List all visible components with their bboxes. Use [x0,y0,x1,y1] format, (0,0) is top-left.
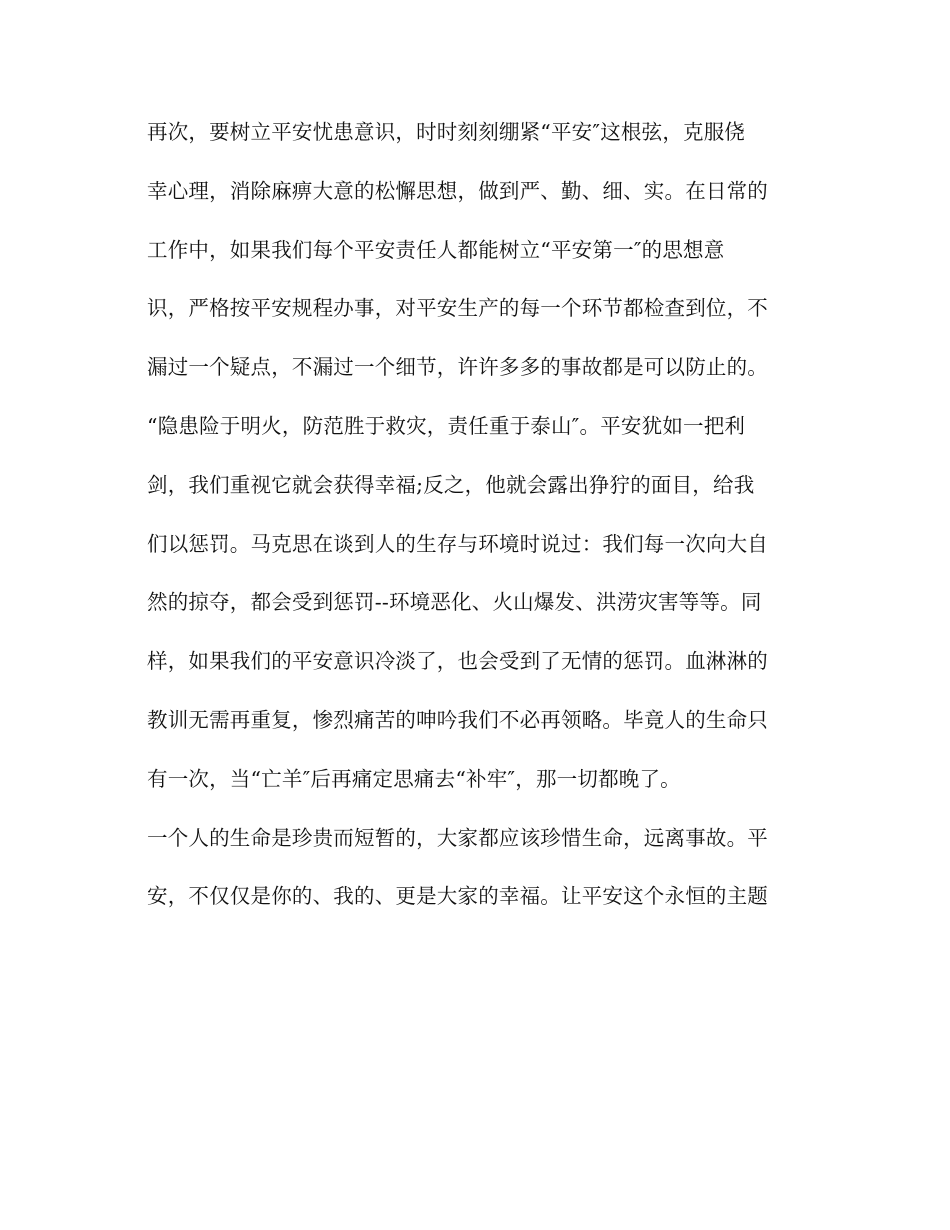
text-line: 们以惩罚。马克思在谈到人的生存与环境时说过：我们每一次向大自 [147,531,768,556]
text-line: “隐患险于明火，防范胜于救灾，责任重于泰山″。平安犹如一把利 [147,413,746,438]
text-line: 工作中，如果我们每个平安责任人都能树立“平安第一″的思想意 [147,237,725,262]
text-line: 然的掠夺，都会受到惩罚--环境恶化、火山爆发、洪涝灾害等等。同 [147,590,762,615]
text-line: 有一次，当“亡羊″后再痛定思痛去“补牢″，那一切都晚了。 [147,766,681,791]
text-line: 剑，我们重视它就会获得幸福;反之，他就会露出狰狞的面目，给我 [147,472,755,497]
text-line: 一个人的生命是珍贵而短暂的，大家都应该珍惜生命，远离事故。平 [147,825,768,850]
text-line: 样，如果我们的平安意识冷淡了，也会受到了无情的惩罚。血淋淋的 [147,649,768,674]
body-text [147,118,807,941]
text-line: 幸心理，消除麻痹大意的松懈思想，做到严、勤、细、实。在日常的 [147,178,768,203]
text-line: 再次，要树立平安忧患意识，时时刻刻绷紧“平安″这根弦，克服侥 [147,120,746,144]
text-line: 识，严格按平安规程办事，对平安生产的每一个环节都检查到位，不 [147,296,768,321]
text-line: 教训无需再重复，惨烈痛苦的呻吟我们不必再领略。毕竟人的生命只 [147,707,768,732]
text-line: 安，不仅仅是你的、我的、更是大家的幸福。让平安这个永恒的主题 [147,884,768,909]
text-line: 漏过一个疑点，不漏过一个细节，许许多多的事故都是可以防止的。 [147,355,768,380]
